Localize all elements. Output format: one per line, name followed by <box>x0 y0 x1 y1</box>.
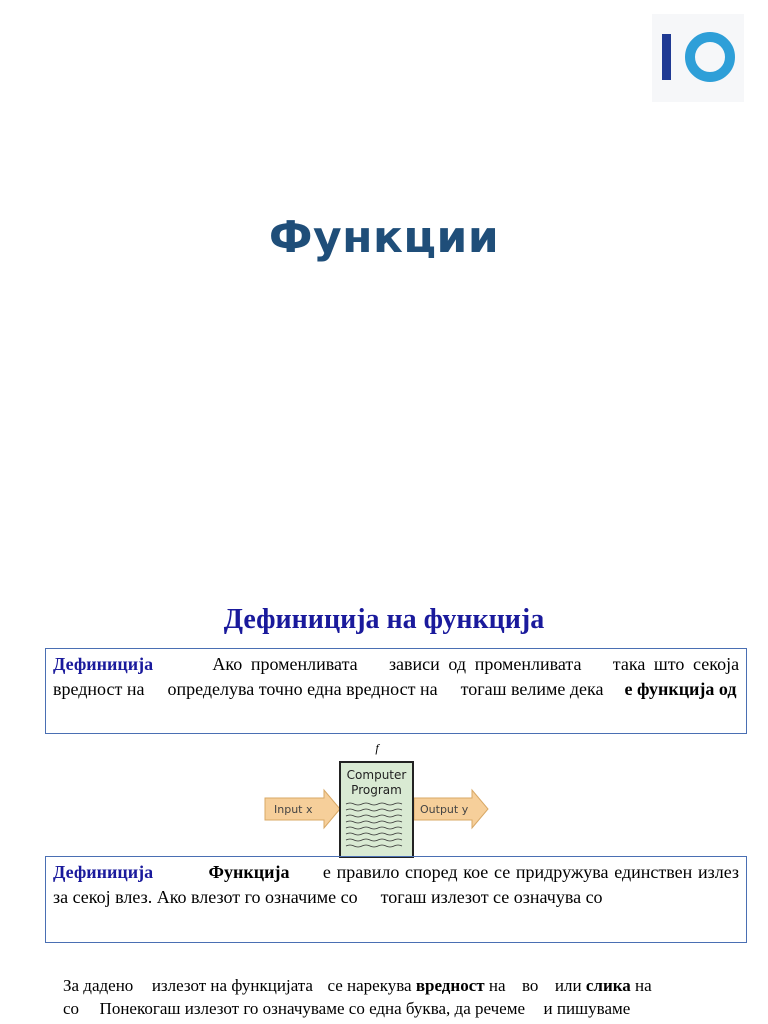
definition-text: Ако влезот го означиме со <box>156 887 358 907</box>
definition-label: Дефиниција <box>53 654 154 674</box>
term-value: вредност <box>415 976 485 995</box>
io-logo-icon <box>652 14 744 102</box>
program-label-line-2: Program <box>351 783 402 797</box>
definition-text: тогаш излезот се означува со <box>380 887 603 907</box>
bottom-paragraph <box>63 974 733 1020</box>
definition-label: Дефиниција <box>53 862 154 882</box>
logo <box>652 14 744 102</box>
section-title: Дефиниција на функција <box>223 604 545 635</box>
function-f-label: f <box>375 741 379 755</box>
definition-text: определува точно една вредност на <box>167 679 438 699</box>
page-title: Функции <box>268 212 500 263</box>
text-fragment: и пишуваме <box>543 999 631 1018</box>
logo-ring <box>690 37 730 77</box>
definition-box-1 <box>45 648 747 734</box>
input-label: Input x <box>274 803 313 816</box>
term-image: слика <box>585 976 631 995</box>
definition-text: Ако променливата <box>212 654 358 674</box>
paragraph-line-2 <box>63 997 733 1020</box>
definition-emphasis: е функција од <box>624 679 737 699</box>
output-label: Output y <box>420 803 469 816</box>
definition-text: зависи од променливата <box>388 654 582 674</box>
text-fragment: Понекогаш излезот го означуваме со една буква, да речеме <box>99 999 526 1018</box>
text-fragment: излезот на функцијата <box>151 976 313 995</box>
definition-box-2: Дефиниција Функција е правило според кое се придружува единствен излез за секој влез. Ако влезот го означиме со тогаш излезот се означува со <box>45 856 747 943</box>
function-machine-diagram <box>262 740 492 860</box>
definition-term: Функција <box>208 862 290 882</box>
text-fragment: на <box>488 976 506 995</box>
definition-text: тогаш велиме дека <box>460 679 604 699</box>
text-fragment: За дадено <box>63 976 134 995</box>
program-label-line-1: Computer <box>346 768 407 782</box>
text-fragment: на <box>635 976 652 995</box>
text-fragment: се нарекува <box>327 976 412 995</box>
definition-text: така што секоја вредност на <box>53 654 740 699</box>
definition-text: е правило според кое се придружува единствен излез за секој влез <box>53 862 740 907</box>
text-fragment: со <box>63 999 80 1018</box>
text-fragment: во <box>522 976 539 995</box>
text-fragment: или <box>554 976 582 995</box>
logo-bar <box>662 34 671 80</box>
paragraph-line-1 <box>63 974 733 997</box>
